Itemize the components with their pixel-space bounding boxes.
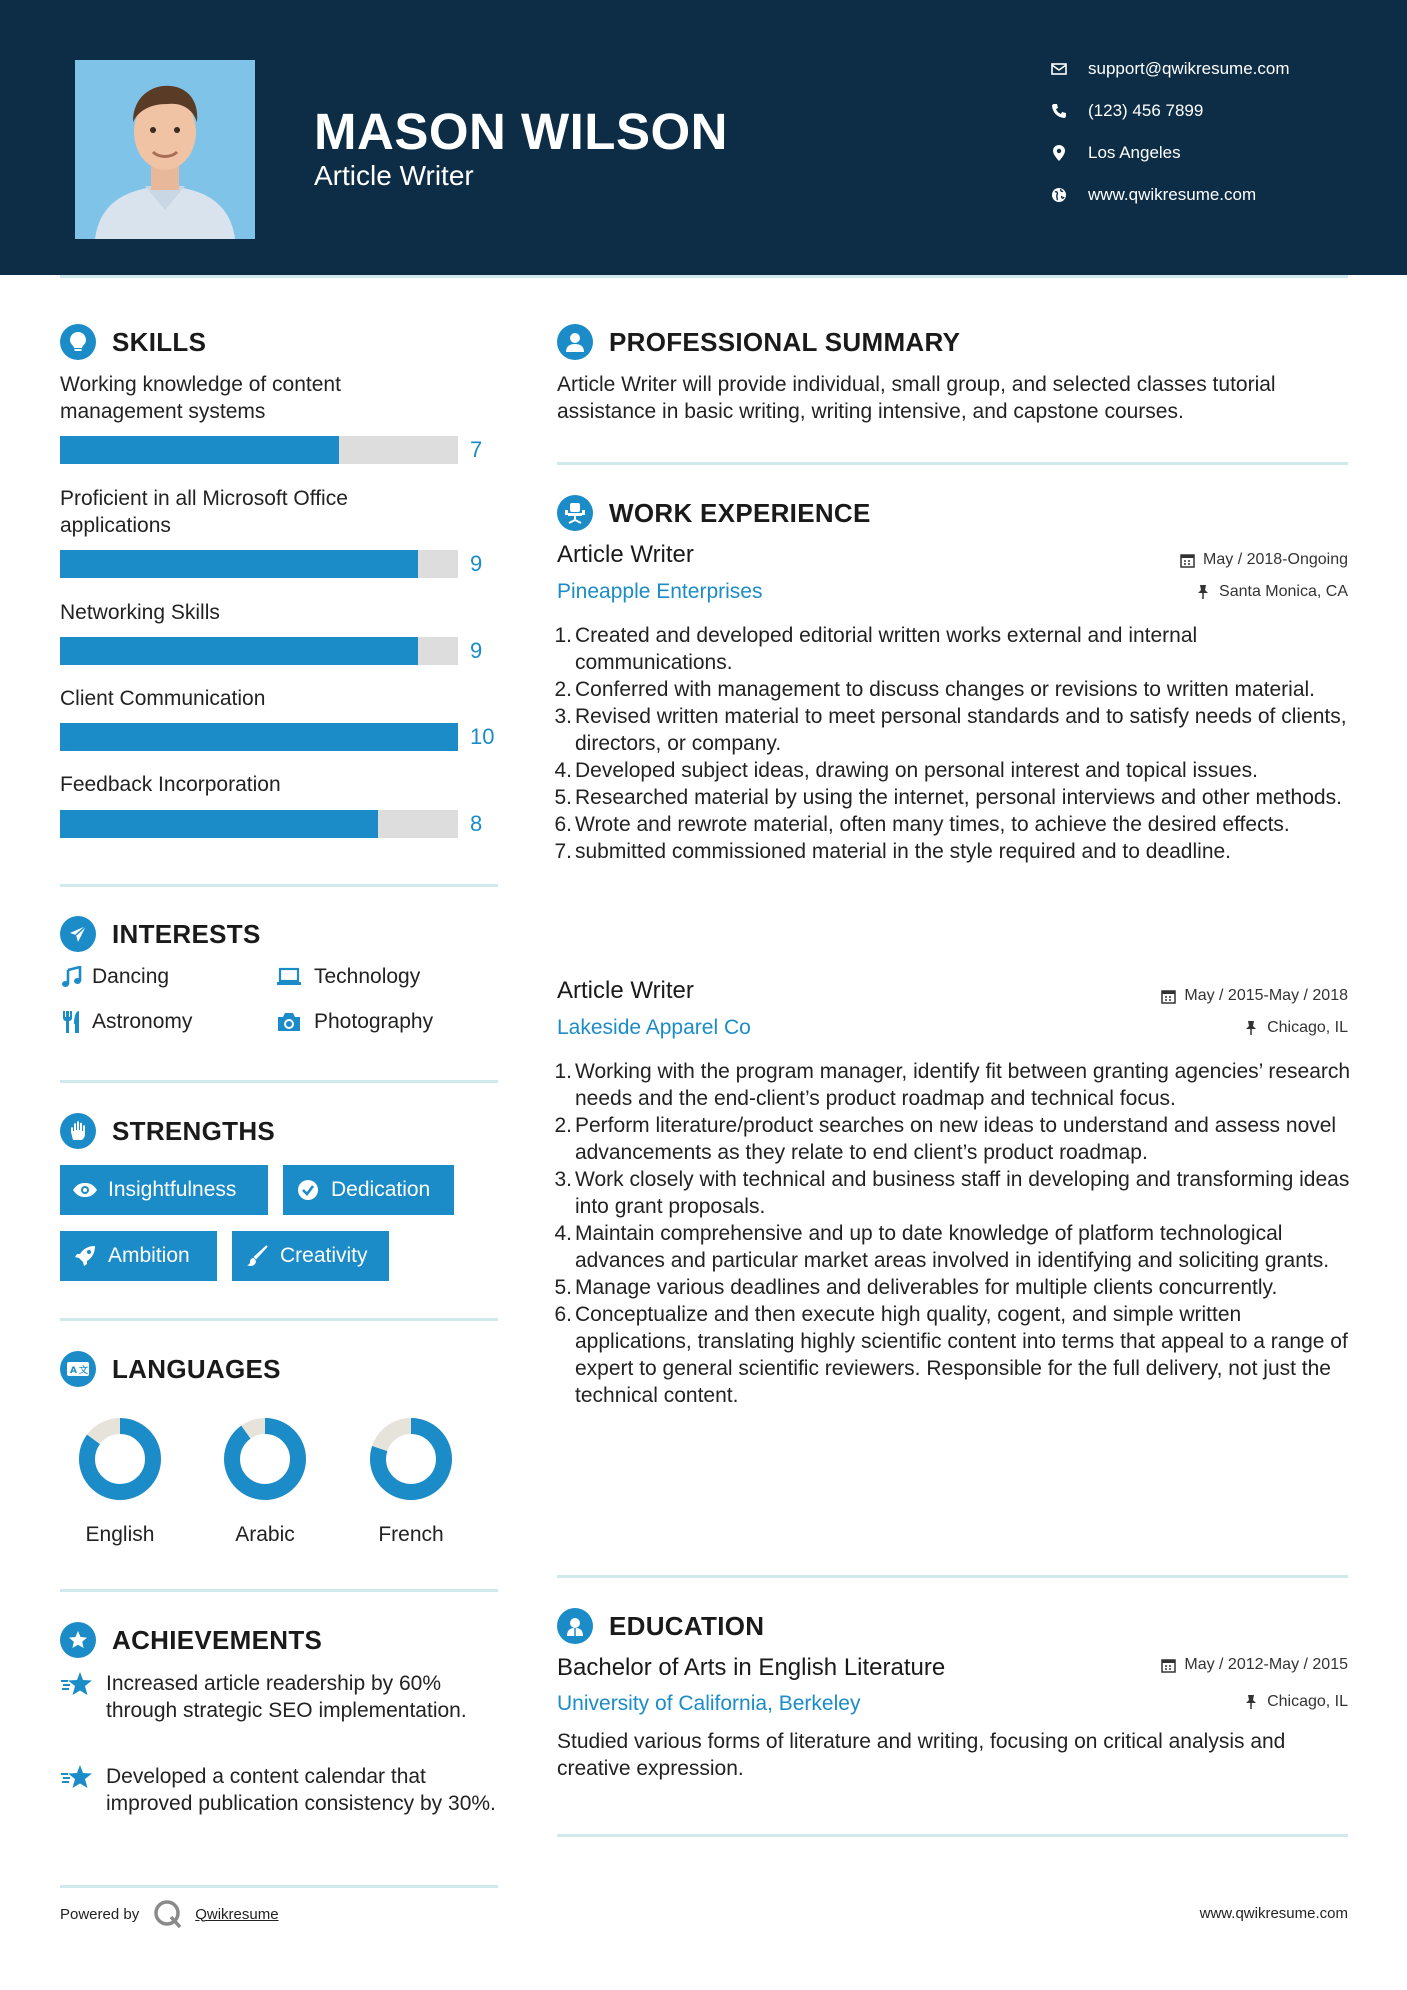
experience-title: WORK EXPERIENCE — [609, 497, 871, 528]
pushpin-icon — [1243, 1694, 1259, 1710]
calendar-icon — [1179, 552, 1195, 568]
paper-plane-icon — [60, 916, 96, 952]
skill-bar-fill — [60, 637, 418, 665]
interest-item: Photography — [276, 1007, 433, 1037]
qwikresume-logo-icon — [153, 1899, 183, 1929]
graduate-icon — [557, 1608, 593, 1644]
education-description: Studied various forms of literature and writing, focusing on critical analysis and creative expression. — [557, 1730, 1286, 1780]
cutlery-icon — [58, 1009, 84, 1035]
skills-section-header — [60, 322, 206, 362]
star-badge-icon — [60, 1622, 96, 1658]
school-name: University of California, Berkeley — [557, 1692, 861, 1715]
job-title: Article Writer — [557, 977, 694, 1004]
star-icon — [60, 1763, 94, 1793]
strengths-section-header — [60, 1111, 275, 1151]
list-item: 2. Conferred with management to discuss changes or revisions to written material. — [554, 678, 1316, 701]
skill-bar — [60, 723, 458, 751]
section-divider — [557, 1834, 1348, 1837]
job-date: May / 2015-May / 2018 — [1160, 987, 1348, 1005]
skill-value: 9 — [470, 551, 483, 576]
skill-bar-fill — [60, 810, 378, 838]
language-item — [356, 1414, 466, 1547]
rocket-icon — [72, 1243, 98, 1269]
header-divider — [60, 275, 1348, 278]
achievement-item: Increased article readership by 60% through strategic SEO implementation. — [60, 1670, 500, 1724]
job-responsibilities — [552, 622, 1352, 865]
skill-value: 9 — [470, 638, 483, 663]
achievements-section-header — [60, 1620, 322, 1660]
strength-tag: Ambition — [60, 1231, 217, 1281]
star-icon — [60, 1670, 94, 1700]
skill-label: Client Communication — [60, 687, 266, 710]
hand-icon — [60, 1113, 96, 1149]
section-divider — [557, 462, 1348, 465]
contact-website[interactable]: www.qwikresume.com — [1050, 180, 1390, 210]
check-circle-icon — [295, 1177, 321, 1203]
skill-bar-fill — [60, 436, 339, 464]
company-name: Pineapple Enterprises — [557, 580, 763, 603]
strength-tag: Insightfulness — [60, 1165, 268, 1215]
footer-powered-by: Powered by Qwikresume — [60, 1899, 279, 1929]
contact-email[interactable]: support@qwikresume.com — [1050, 54, 1390, 84]
footer-website-link[interactable]: www.qwikresume.com — [1199, 1905, 1348, 1922]
contact-phone[interactable]: (123) 456 7899 — [1050, 96, 1390, 126]
profile-photo — [75, 60, 255, 239]
svg-text:A: A — [70, 1366, 77, 1376]
list-item: 6. Conceptualize and then execute high quality, cogent, and simple written applications, translating highly scientific content into terms that appeal to a range of expert to general scientific reviewers. Responsible for the full delivery, not just the technical content. — [554, 1303, 1348, 1407]
laptop-icon — [276, 964, 302, 990]
skill-bar — [60, 436, 458, 464]
resume-header — [0, 0, 1407, 275]
skill-bar — [60, 810, 458, 838]
list-item: 3. Revised written material to meet personal standards and to satisfy needs of clients, directors, or company. — [554, 705, 1347, 755]
eye-icon — [72, 1177, 98, 1203]
achievements-title: ACHIEVEMENTS — [112, 1624, 323, 1655]
skill-bar-fill — [60, 550, 418, 578]
company-name: Lakeside Apparel Co — [557, 1016, 751, 1039]
skill-value: 7 — [470, 437, 483, 462]
strengths-title: STRENGTHS — [112, 1115, 276, 1146]
education-title: EDUCATION — [609, 1610, 765, 1641]
list-item: 6. Wrote and rewrote material, often many times, to achieve the desired effects. — [554, 813, 1290, 836]
interests-section-header — [60, 914, 261, 954]
degree-title: Bachelor of Arts in English Literature — [557, 1654, 946, 1681]
globe-icon — [1050, 186, 1068, 204]
language-item — [65, 1414, 175, 1547]
language-donut — [366, 1414, 456, 1504]
job-location: Santa Monica, CA — [1195, 583, 1348, 601]
language-item — [210, 1414, 320, 1547]
skill-value: 10 — [470, 724, 495, 749]
summary-section-header — [557, 322, 960, 362]
job-responsibilities — [552, 1058, 1352, 1409]
list-item: 5. Manage various deadlines and deliverables for multiple clients concurrently. — [554, 1276, 1278, 1299]
strength-tag: Dedication — [283, 1165, 454, 1215]
list-item: 2. Perform literature/product searches on new ideas to understand and assess novel advancements as they relate to end client’s product roadmap. — [554, 1114, 1337, 1164]
map-marker-icon — [1050, 144, 1068, 162]
list-item: 4. Maintain comprehensive and up to date knowledge of platform technological advances and particular market areas involved in identifying and soliciting grants. — [554, 1222, 1330, 1272]
skill-label: Proficient in all Microsoft Office applications — [60, 487, 348, 537]
job-location: Chicago, IL — [1243, 1019, 1348, 1037]
language-donut — [220, 1414, 310, 1504]
section-divider — [60, 884, 498, 887]
interest-item: Dancing — [58, 962, 169, 992]
list-item: 3. Work closely with technical and business staff in developing and transforming ideas into grant proposals. — [554, 1168, 1350, 1218]
calendar-icon — [1160, 1657, 1176, 1673]
list-item: 4. Developed subject ideas, drawing on personal interest and topical issues. — [554, 759, 1258, 782]
achievement-item: Developed a content calendar that improved publication consistency by 30%. — [60, 1763, 500, 1817]
candidate-title: Article Writer — [314, 160, 474, 191]
pushpin-icon — [1243, 1020, 1259, 1036]
language-icon — [60, 1351, 96, 1387]
skill-label: Feedback Incorporation — [60, 773, 281, 796]
languages-section-header — [60, 1349, 281, 1389]
envelope-icon — [1050, 60, 1068, 78]
calendar-icon — [1160, 988, 1176, 1004]
skills-title: SKILLS — [112, 326, 207, 357]
education-location: Chicago, IL — [1243, 1693, 1348, 1711]
summary-text: Article Writer will provide individual, small group, and selected classes tutorial assistance in basic writing, writing intensive, and capstone courses. — [557, 373, 1276, 423]
pushpin-icon — [1195, 584, 1211, 600]
section-divider — [60, 1589, 498, 1592]
interests-title: INTERESTS — [112, 918, 261, 949]
candidate-name: MASON WILSON — [314, 103, 728, 160]
strength-tag: Creativity — [232, 1231, 389, 1281]
skill-bar — [60, 637, 458, 665]
job-date: May / 2018-Ongoing — [1179, 551, 1348, 569]
music-icon — [58, 964, 84, 990]
job-title: Article Writer — [557, 541, 694, 568]
summary-title: PROFESSIONAL SUMMARY — [609, 326, 961, 357]
list-item: 1. Created and developed editorial written works external and internal communications. — [554, 624, 1198, 674]
interest-item: Astronomy — [58, 1007, 192, 1037]
contact-location: Los Angeles — [1050, 138, 1390, 168]
language-donut — [75, 1414, 165, 1504]
skill-label: Working knowledge of content management systems — [60, 373, 341, 423]
education-date: May / 2012-May / 2015 — [1160, 1656, 1348, 1674]
qwikresume-link[interactable]: Qwikresume — [195, 1905, 279, 1923]
skill-bar-fill — [60, 723, 458, 751]
language-label: English — [85, 1523, 155, 1546]
list-item: 1. Working with the program manager, identify fit between granting agencies’ research needs and the end-client’s product roadmap and technical focus. — [554, 1060, 1351, 1110]
paintbrush-icon — [244, 1243, 270, 1269]
section-divider — [60, 1080, 498, 1083]
skill-value: 8 — [470, 811, 483, 836]
lightbulb-icon — [60, 324, 96, 360]
language-label: French — [378, 1523, 444, 1546]
camera-icon — [276, 1009, 302, 1035]
section-divider — [60, 1885, 498, 1888]
language-label: Arabic — [235, 1523, 295, 1546]
office-chair-icon — [557, 495, 593, 531]
list-item: 7. submitted commissioned material in the style required and to deadline. — [554, 840, 1232, 863]
list-item: 5. Researched material by using the internet, personal interviews and other methods. — [554, 786, 1342, 809]
section-divider — [60, 1318, 498, 1321]
section-divider — [557, 1575, 1348, 1578]
phone-icon — [1050, 102, 1068, 120]
user-icon — [557, 324, 593, 360]
experience-section-header — [557, 493, 871, 533]
skill-bar — [60, 550, 458, 578]
skill-label: Networking Skills — [60, 601, 220, 624]
education-section-header — [557, 1606, 764, 1646]
languages-title: LANGUAGES — [112, 1353, 281, 1384]
svg-text:文: 文 — [79, 1366, 89, 1376]
interest-item: Technology — [276, 962, 420, 992]
